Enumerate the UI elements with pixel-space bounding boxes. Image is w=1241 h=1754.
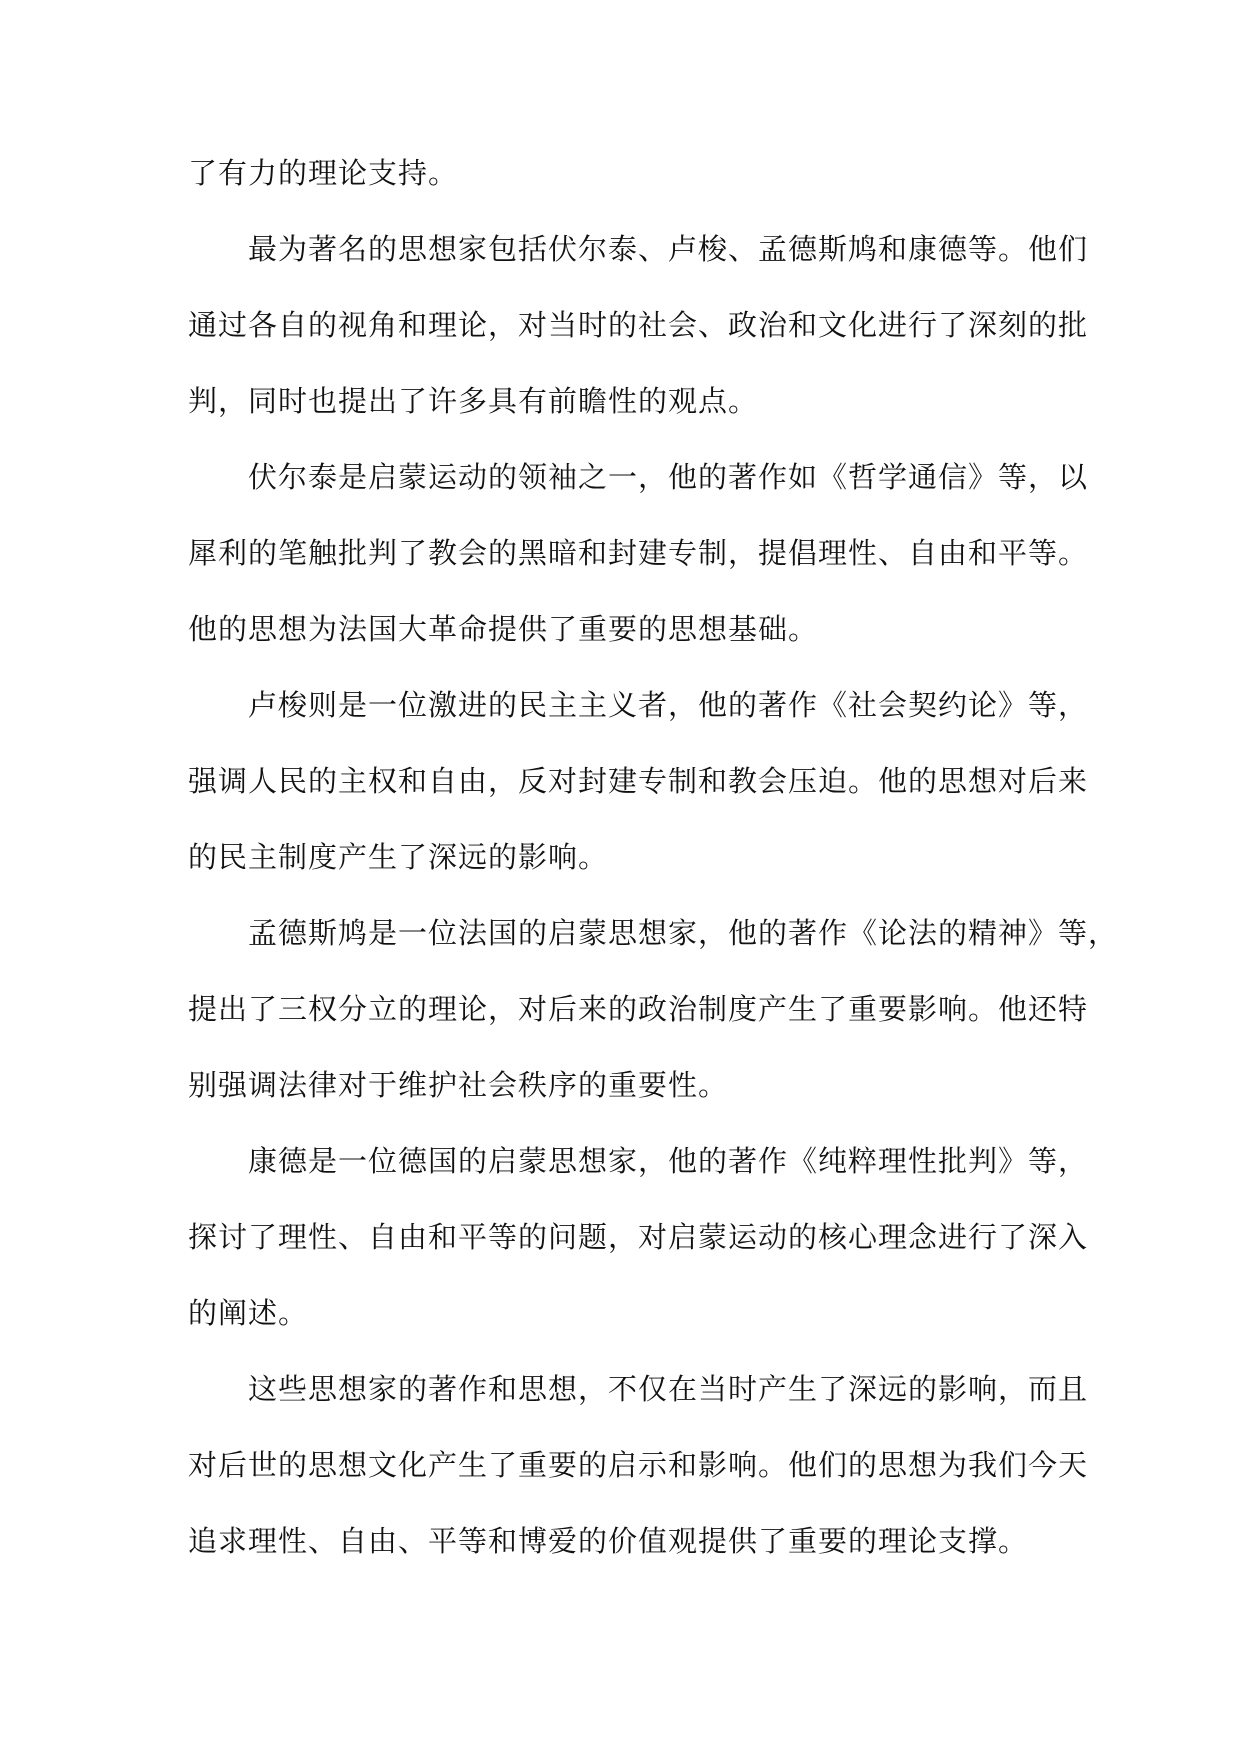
paragraph-conclusion <box>188 1351 1089 1579</box>
text-line: 康德是一位德国的启蒙思想家，他的著作《纯粹理性批判》等， <box>248 1144 1089 1178</box>
text-line: 孟德斯鸠是一位法国的启蒙思想家，他的著作《论法的精神》等， <box>248 916 1119 950</box>
text-line: 他的思想为法国大革命提供了重要的思想基础。 <box>188 612 819 646</box>
text-line: 犀利的笔触批判了教会的黑暗和封建专制，提倡理性、自由和平等。 <box>188 536 1089 570</box>
text-line: 判，同时也提出了许多具有前瞻性的观点。 <box>188 384 759 418</box>
text-line: 通过各自的视角和理论，对当时的社会、政治和文化进行了深刻的批 <box>188 308 1089 342</box>
text-line: 伏尔泰是启蒙运动的领袖之一，他的著作如《哲学通信》等，以 <box>248 460 1089 494</box>
paragraph-kant <box>188 1123 1089 1351</box>
text-line: 了有力的理论支持。 <box>188 156 459 190</box>
text-line: 别强调法律对于维护社会秩序的重要性。 <box>188 1068 729 1102</box>
text-line: 提出了三权分立的理论，对后来的政治制度产生了重要影响。他还特 <box>188 992 1089 1026</box>
paragraph-thinkers <box>188 211 1089 439</box>
text-line: 最为著名的思想家包括伏尔泰、卢梭、孟德斯鸠和康德等。他们 <box>248 232 1089 266</box>
text-line: 探讨了理性、自由和平等的问题，对启蒙运动的核心理念进行了深入 <box>188 1220 1089 1254</box>
text-line: 卢梭则是一位激进的民主主义者，他的著作《社会契约论》等， <box>248 688 1089 722</box>
text-line: 强调人民的主权和自由，反对封建专制和教会压迫。他的思想对后来 <box>188 764 1089 798</box>
text-line: 这些思想家的著作和思想，不仅在当时产生了深远的影响，而且 <box>248 1372 1089 1406</box>
text-line: 的阐述。 <box>188 1296 309 1330</box>
text-line: 对后世的思想文化产生了重要的启示和影响。他们的思想为我们今天 <box>188 1448 1089 1482</box>
text-line: 追求理性、自由、平等和博爱的价值观提供了重要的理论支撑。 <box>188 1524 1029 1558</box>
text-line: 的民主制度产生了深远的影响。 <box>188 840 609 874</box>
paragraph-montesquieu <box>188 895 1119 1123</box>
paragraph-voltaire <box>188 439 1089 667</box>
document-body <box>188 135 1119 1579</box>
paragraph-rousseau <box>188 667 1089 895</box>
paragraph-continuation <box>188 135 1058 211</box>
